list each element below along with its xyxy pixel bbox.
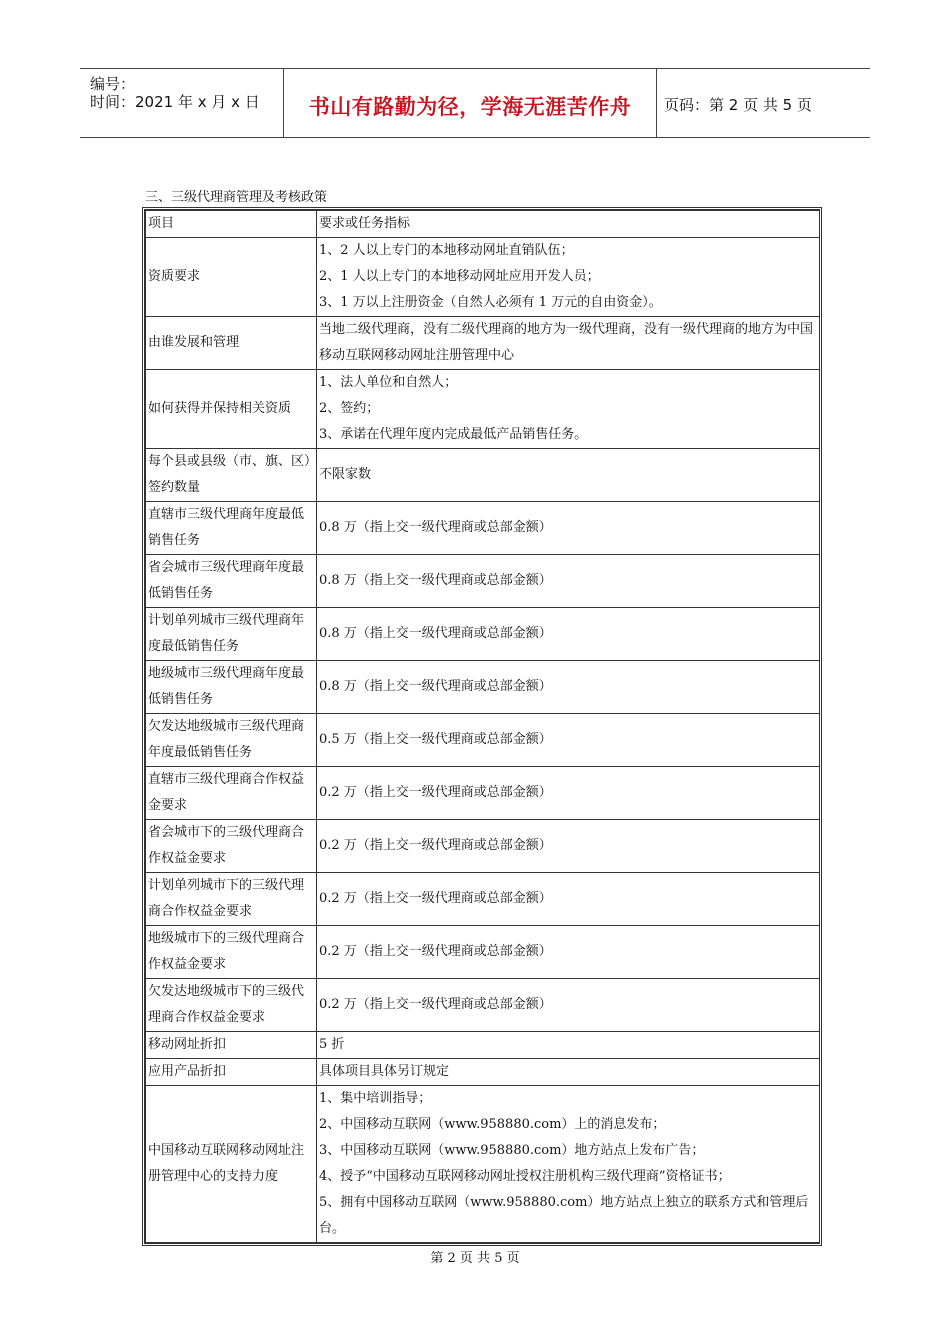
row-value-line: 3、中国移动互联网（www.958880.com）地方站点上发布广告； (319, 1143, 705, 1158)
table-row (146, 449, 820, 502)
table-row (146, 820, 820, 873)
table-row (146, 1086, 820, 1243)
row-value: 不限家数 (317, 449, 820, 502)
row-value: 5 折 (317, 1032, 820, 1059)
row-value-line: 3、承诺在代理年度内完成最低产品销售任务。 (319, 427, 588, 442)
row-value-line: 5、拥有中国移动互联网（www.958880.com）地方站点上独立的联系方式和管理后台。 (319, 1195, 809, 1236)
table-row (146, 555, 820, 608)
header-page-code: 页码：第 2 页 共 5 页 (664, 96, 812, 114)
table-row (146, 1059, 820, 1086)
table-row (146, 767, 820, 820)
header-motto: 书山有路勤为径，学海无涯苦作舟 (308, 95, 632, 119)
table-row (146, 714, 820, 767)
row-value (317, 370, 820, 449)
row-key: 欠发达地级城市下的三级代理商合作权益金要求 (146, 979, 317, 1032)
document-header (80, 68, 870, 138)
row-key: 直辖市三级代理商合作权益金要求 (146, 767, 317, 820)
row-key: 地级城市下的三级代理商合作权益金要求 (146, 926, 317, 979)
header-page-cell (656, 69, 870, 137)
table-row (146, 926, 820, 979)
row-key: 由谁发展和管理 (146, 317, 317, 370)
row-value: 0.2 万（指上交一级代理商或总部金额） (317, 767, 820, 820)
table-header-key: 项目 (146, 211, 317, 238)
row-value: 0.2 万（指上交一级代理商或总部金额） (317, 979, 820, 1032)
table-row (146, 661, 820, 714)
table-row (146, 238, 820, 317)
policy-table-body (146, 211, 820, 1243)
row-key: 省会城市下的三级代理商合作权益金要求 (146, 820, 317, 873)
table-row (146, 979, 820, 1032)
row-value: 0.2 万（指上交一级代理商或总部金额） (317, 820, 820, 873)
row-key: 计划单列城市下的三级代理商合作权益金要求 (146, 873, 317, 926)
header-motto-cell (283, 69, 657, 137)
row-value-line: 1、法人单位和自然人； (319, 375, 458, 390)
table-row (146, 1032, 820, 1059)
page-footer: 第 2 页 共 5 页 (430, 1251, 520, 1266)
row-value: 具体项目具体另订规定 (317, 1059, 820, 1086)
table-header-row (146, 211, 820, 238)
row-value: 0.8 万（指上交一级代理商或总部金额） (317, 502, 820, 555)
row-key: 中国移动互联网移动网址注册管理中心的支持力度 (146, 1086, 317, 1243)
table-row (146, 873, 820, 926)
row-key: 如何获得并保持相关资质 (146, 370, 317, 449)
document-date: 时间：2021 年 x 月 x 日 (90, 93, 260, 111)
row-key: 计划单列城市三级代理商年度最低销售任务 (146, 608, 317, 661)
row-key: 省会城市三级代理商年度最低销售任务 (146, 555, 317, 608)
header-meta (80, 69, 283, 137)
row-value-line: 4、授予“中国移动互联网移动网址授权注册机构三级代理商”资格证书； (319, 1169, 731, 1184)
row-value: 0.2 万（指上交一级代理商或总部金额） (317, 873, 820, 926)
row-value: 0.8 万（指上交一级代理商或总部金额） (317, 608, 820, 661)
row-value: 0.5 万（指上交一级代理商或总部金额） (317, 714, 820, 767)
row-key: 移动网址折扣 (146, 1032, 317, 1059)
row-key: 每个县或县级（市、旗、区）签约数量 (146, 449, 317, 502)
row-value (317, 238, 820, 317)
row-value (317, 1086, 820, 1243)
row-value: 0.8 万（指上交一级代理商或总部金额） (317, 661, 820, 714)
row-value-line: 1、集中培训指导； (319, 1091, 432, 1106)
row-value-line: 2、中国移动互联网（www.958880.com）上的消息发布； (319, 1117, 666, 1132)
row-value: 0.2 万（指上交一级代理商或总部金额） (317, 926, 820, 979)
row-value-line: 1、2 人以上专门的本地移动网址直销队伍； (319, 243, 574, 258)
row-key: 欠发达地级城市三级代理商年度最低销售任务 (146, 714, 317, 767)
table-row (146, 317, 820, 370)
table-row (146, 370, 820, 449)
row-key: 地级城市三级代理商年度最低销售任务 (146, 661, 317, 714)
row-value-line: 2、签约； (319, 401, 380, 416)
row-value-line: 3、1 万以上注册资金（自然人必须有 1 万元的自由资金）。 (319, 295, 662, 310)
document-number: 编号： (90, 75, 136, 93)
policy-table (142, 207, 822, 1246)
row-value: 当地二级代理商，没有二级代理商的地方为一级代理商，没有一级代理商的地方为中国移动互联网移动网址注册管理中心 (317, 317, 820, 370)
table-row (146, 502, 820, 555)
row-key: 直辖市三级代理商年度最低销售任务 (146, 502, 317, 555)
section-title: 三、三级代理商管理及考核政策 (145, 190, 328, 205)
row-key: 资质要求 (146, 238, 317, 317)
row-value: 0.8 万（指上交一级代理商或总部金额） (317, 555, 820, 608)
row-value-line: 2、1 人以上专门的本地移动网址应用开发人员； (319, 269, 600, 284)
table-header-value: 要求或任务指标 (317, 211, 820, 238)
table-row (146, 608, 820, 661)
row-key: 应用产品折扣 (146, 1059, 317, 1086)
